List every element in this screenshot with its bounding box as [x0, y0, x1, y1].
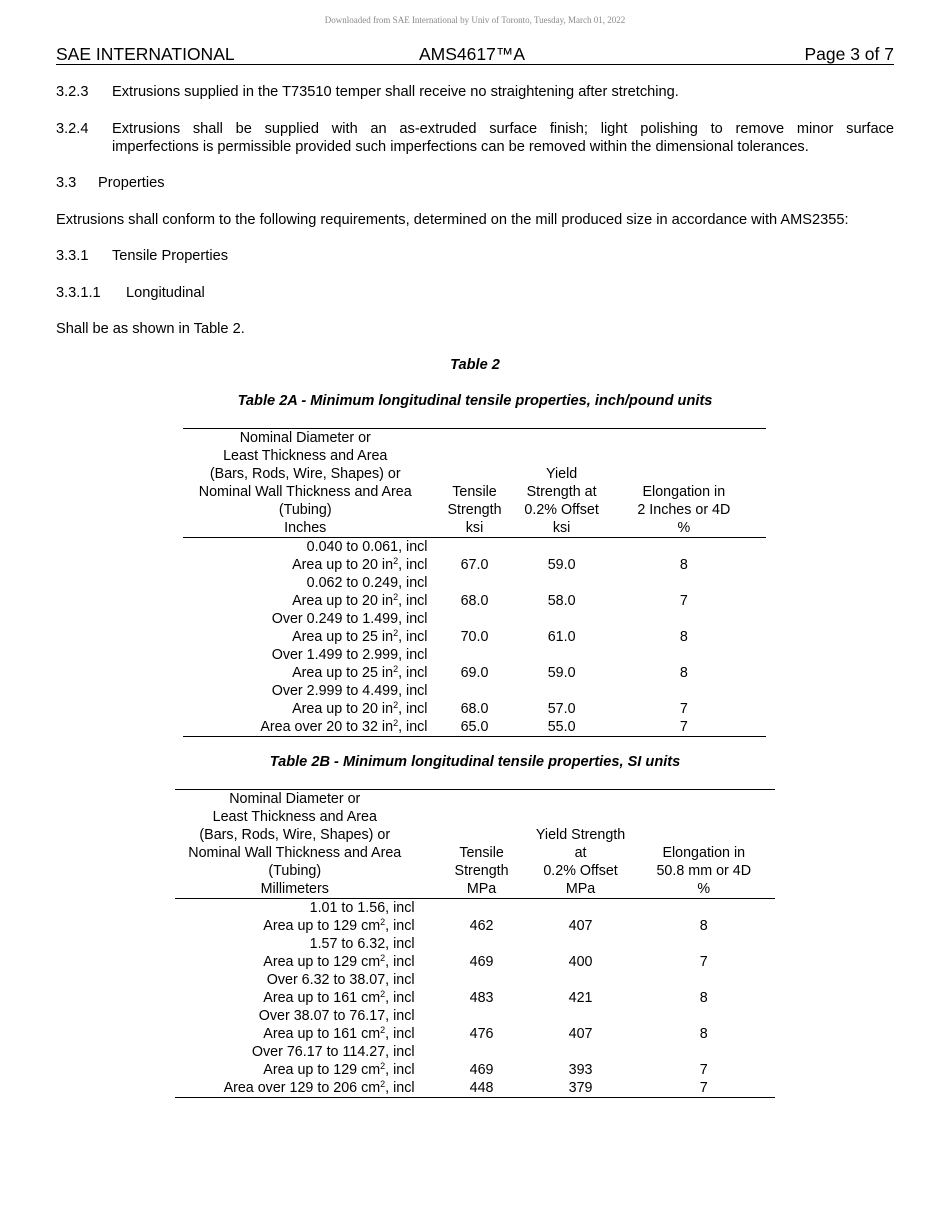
- table-row: [183, 682, 766, 718]
- cell-tensile: 462: [469, 918, 494, 934]
- cell-elong: 8: [679, 557, 688, 573]
- cell-size: [183, 682, 427, 718]
- size-area: Area up to 161 $cm^2$, incl: [263, 989, 415, 1006]
- size-range: Over 6.32 to 38.07, incl: [266, 972, 415, 988]
- size-area: Area up to 20 $in^2$, incl: [292, 700, 428, 717]
- size-range: Over 1.499 to 2.999, incl: [271, 647, 428, 663]
- size-range: 1.57 to 6.32, incl: [309, 936, 415, 952]
- cell-yield: 59.0: [547, 665, 576, 681]
- section-3-3: [56, 174, 894, 192]
- section-text-line-1: Extrusions shall be supplied with an as-extruded surface finish; light polishing to remove minor surface: [112, 121, 894, 137]
- header-page-number: Page 3 of 7: [804, 44, 894, 64]
- section-number: 3.3.1.1: [56, 285, 101, 301]
- table-2a-caption: Table 2A - Minimum longitudinal tensile properties, inch/pound units: [237, 393, 713, 409]
- cell-yield: 407: [568, 1026, 593, 1042]
- table-2b-caption: Table 2B - Minimum longitudinal tensile properties, SI units: [269, 754, 681, 770]
- cell-elong: 8: [699, 918, 708, 934]
- cell-size: [175, 1043, 415, 1079]
- section-number: 3.2.3: [56, 84, 89, 100]
- cell-size: [175, 1079, 415, 1098]
- header-size: Nominal Diameter or Least Thickness and Area (Bars, Rods, Wire, Shapes) or Nominal Wall Thickness and Area (Tubing) Millimeters: [188, 791, 402, 897]
- section-3-2-3: [56, 83, 894, 101]
- cell-size: [175, 935, 415, 971]
- table-title: Table 2: [450, 357, 500, 373]
- cell-yield: 407: [568, 918, 593, 934]
- cell-elong: 8: [699, 990, 708, 1006]
- cell-size: [183, 538, 427, 575]
- cell-yield: 59.0: [547, 557, 576, 573]
- table-row: [183, 538, 766, 575]
- cell-yield: 400: [568, 954, 593, 970]
- table-row: [175, 1079, 775, 1098]
- cell-size: [183, 610, 427, 646]
- size-range: Over 38.07 to 76.17, incl: [258, 1008, 415, 1024]
- download-watermark: Downloaded from SAE International by Univ of Toronto, Tuesday, March 01, 2022: [324, 15, 626, 25]
- table-2a: [183, 428, 766, 737]
- cell-tensile: 69.0: [460, 665, 489, 681]
- table-row: [175, 899, 775, 936]
- cell-elong: 7: [679, 593, 688, 609]
- cell-yield: 421: [568, 990, 593, 1006]
- cell-size: [175, 1007, 415, 1043]
- cell-elong: 8: [679, 629, 688, 645]
- cell-elong: 7: [699, 1062, 708, 1078]
- cell-size: [175, 971, 415, 1007]
- size-area: Area up to 129 $cm^2$, incl: [263, 1061, 415, 1078]
- table-row: [175, 971, 775, 1007]
- table-header-row: [183, 429, 766, 538]
- cell-tensile: 68.0: [460, 701, 489, 717]
- header-yield: Yield Strength at 0.2% Offset MPa: [535, 827, 626, 897]
- header-doc-number: AMS4617™A: [419, 44, 526, 64]
- table-row: [175, 935, 775, 971]
- size-area: Area up to 129 $cm^2$, incl: [263, 917, 415, 934]
- header-yield: Yield Strength at 0.2% Offset ksi: [524, 466, 599, 536]
- section-number: 3.2.4: [56, 121, 89, 137]
- size-range: Over 2.999 to 4.499, incl: [271, 683, 428, 699]
- size-range: Over 0.249 to 1.499, incl: [271, 611, 428, 627]
- cell-tensile: 68.0: [460, 593, 489, 609]
- cell-tensile: 476: [469, 1026, 494, 1042]
- table-row: [175, 1007, 775, 1043]
- header-tensile: Tensile Strength MPa: [454, 845, 509, 897]
- size-area: Area up to 161 $cm^2$, incl: [263, 1025, 415, 1042]
- table-row: [183, 718, 766, 737]
- size-area: Area over 20 to 32 $in^2$, incl: [260, 718, 428, 735]
- header-tensile: Tensile Strength ksi: [447, 484, 502, 536]
- cell-tensile: 65.0: [460, 719, 489, 735]
- size-area: Area over 129 to 206 $cm^2$, incl: [223, 1079, 415, 1096]
- cell-size: [183, 574, 427, 610]
- size-area: Area up to 25 $in^2$, incl: [292, 664, 428, 681]
- cell-yield: 61.0: [547, 629, 576, 645]
- section-number: 3.3: [56, 175, 77, 191]
- cell-elong: 7: [699, 954, 708, 970]
- cell-tensile: 70.0: [460, 629, 489, 645]
- cell-yield: 58.0: [547, 593, 576, 609]
- cell-yield: 393: [568, 1062, 593, 1078]
- size-area: Area up to 25 $in^2$, incl: [292, 628, 428, 645]
- cell-tensile: 483: [469, 990, 494, 1006]
- cell-tensile: 67.0: [460, 557, 489, 573]
- section-heading: Longitudinal: [126, 285, 205, 301]
- cell-yield: 379: [568, 1080, 593, 1096]
- table-2b: [175, 789, 775, 1098]
- section-3-3-body: Extrusions shall conform to the following requirements, determined on the mill produced size in accordance with AMS2355:: [56, 212, 849, 228]
- size-range: Over 76.17 to 114.27, incl: [251, 1044, 415, 1060]
- cell-yield: 57.0: [547, 701, 576, 717]
- header-elongation: Elongation in 50.8 mm or 4D %: [656, 845, 752, 897]
- cell-elong: 8: [679, 665, 688, 681]
- header-elongation: Elongation in 2 Inches or 4D %: [637, 484, 731, 536]
- section-text: Extrusions supplied in the T73510 temper shall receive no straightening after stretching.: [112, 84, 679, 100]
- cell-tensile: 448: [469, 1080, 494, 1096]
- size-range: 0.062 to 0.249, incl: [306, 575, 428, 591]
- cell-size: [183, 718, 427, 737]
- cell-tensile: 469: [469, 1062, 494, 1078]
- cell-elong: 8: [699, 1026, 708, 1042]
- table-row: [183, 610, 766, 646]
- section-3-3-1: [56, 247, 894, 265]
- cell-size: [175, 899, 415, 936]
- page-header: [56, 44, 894, 65]
- section-3-3-1-1-body: Shall be as shown in Table 2.: [56, 321, 245, 337]
- table-row: [183, 646, 766, 682]
- cell-yield: 55.0: [547, 719, 576, 735]
- section-heading: Properties: [98, 175, 165, 191]
- size-area: Area up to 20 $in^2$, incl: [292, 556, 428, 573]
- section-3-2-4: [56, 120, 894, 156]
- header-org: SAE INTERNATIONAL: [56, 44, 235, 64]
- table-header-row: [175, 790, 775, 899]
- cell-tensile: 469: [469, 954, 494, 970]
- size-area: Area up to 20 $in^2$, incl: [292, 592, 428, 609]
- size-range: 1.01 to 1.56, incl: [309, 900, 415, 916]
- section-number: 3.3.1: [56, 248, 89, 264]
- cell-size: [183, 646, 427, 682]
- cell-elong: 7: [699, 1080, 708, 1096]
- table-row: [175, 1043, 775, 1079]
- size-range: 0.040 to 0.061, incl: [306, 539, 428, 555]
- size-area: Area up to 129 $cm^2$, incl: [263, 953, 415, 970]
- section-heading: Tensile Properties: [112, 248, 228, 264]
- cell-elong: 7: [679, 719, 688, 735]
- section-3-3-1-1: [56, 284, 894, 302]
- section-text-line-2: imperfections is permissible provided such imperfections can be removed within the dimensional tolerances.: [112, 139, 809, 155]
- header-size: Nominal Diameter or Least Thickness and Area (Bars, Rods, Wire, Shapes) or Nominal Wall Thickness and Area (Tubing) Inches: [198, 430, 412, 536]
- cell-elong: 7: [679, 701, 688, 717]
- table-row: [183, 574, 766, 610]
